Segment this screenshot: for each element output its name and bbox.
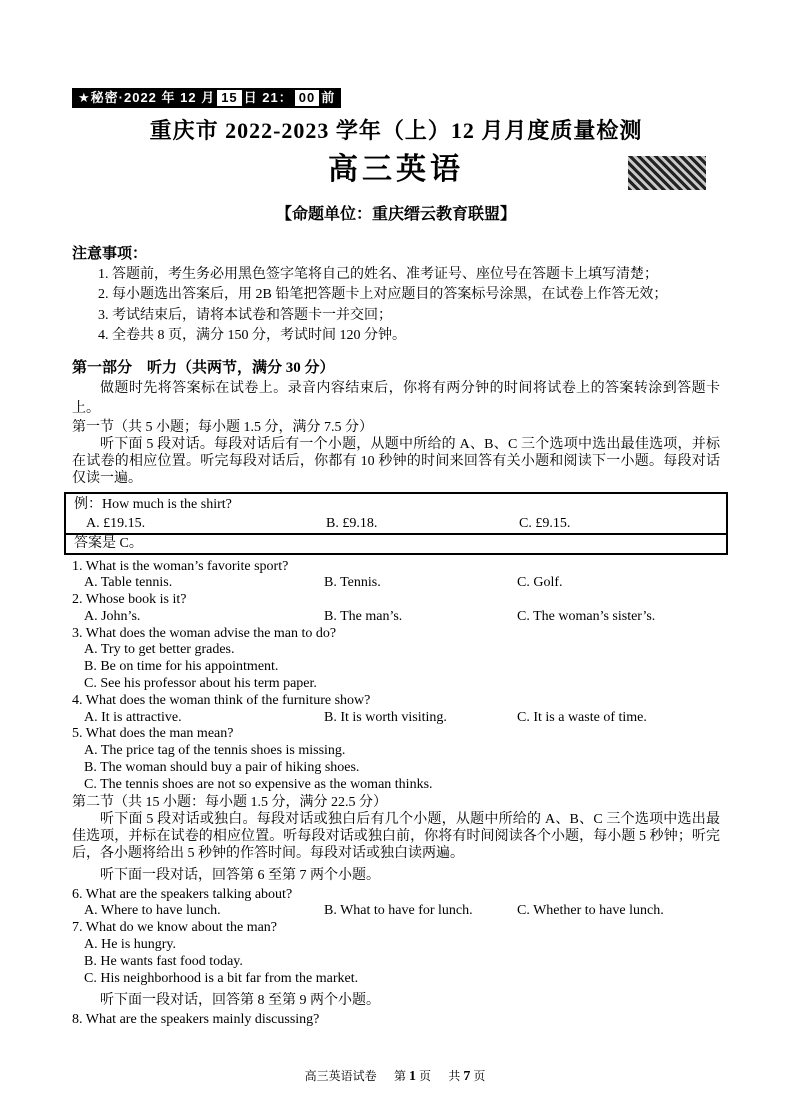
banner-mid: 日 21：: [243, 90, 293, 105]
question-5-option-b: B. The woman should buy a pair of hiking shoes.: [84, 760, 360, 776]
question-3-option-b: B. Be on time for his appointment.: [84, 659, 279, 675]
question-5-text: 5. What does the man mean?: [72, 726, 234, 742]
example-option-a: A. £19.15.: [86, 515, 146, 531]
note-item-1: 1. 答题前，考生务必用黑色签字笔将自己的姓名、准考证号、座位号在答题卡上填写清楚；: [98, 266, 658, 282]
section2-instructions: 听下面 5 段对话或独白。每段对话或独白后有几个小题，从题中所给的 A、B、C 三个选项中选出最佳选项，并标在试卷的相应位置。听每段对话或独白前，你将有时间阅读各个小题，每小题 5 秒钟；听完后，各小题将给出 5 秒钟的作答时间。每段对话或独白读两遍。: [72, 811, 720, 861]
question-2-option-a: A. John’s.: [84, 608, 141, 624]
banner-suffix: 前: [321, 90, 336, 105]
footer-page-post: 页: [418, 1069, 431, 1083]
question-1-text: 1. What is the woman’s favorite sport?: [72, 558, 289, 574]
question-6-option-a: A. Where to have lunch.: [84, 903, 221, 919]
question-2-options: [72, 609, 720, 626]
question-5-option-a: A. The price tag of the tennis shoes is missing.: [84, 743, 346, 759]
question-6-option-c: C. Whether to have lunch.: [517, 903, 664, 919]
exam-subject: 高三英语: [328, 153, 464, 186]
footer-page-indicator: [394, 1069, 431, 1083]
question-1-option-c: C. Golf.: [517, 575, 563, 591]
example-question: 例：How much is the shirt?: [74, 496, 232, 512]
question-2: [72, 592, 720, 626]
question-3-option-c: C. See his professor about his term paper.: [84, 676, 317, 692]
question-4-option-b: B. It is worth visiting.: [324, 709, 447, 725]
question-1-option-a: A. Table tennis.: [84, 575, 173, 591]
question-3: [72, 626, 720, 693]
note-item-3: 3. 考试结束后，请将本试卷和答题卡一并交回；: [98, 307, 392, 323]
question-1: [72, 559, 720, 593]
part1-intro: 做题时先将答案标在试卷上。录音内容结束后，你将有两分钟的时间将试卷上的答案转涂到答题卡上。: [72, 380, 720, 416]
exam-issuer: 【命题单位：重庆缙云教育联盟】: [275, 206, 516, 223]
question-5-option-c: C. The tennis shoes are not so expensive as the woman thinks.: [84, 776, 433, 792]
part1-heading: 第一部分 听力（共两节，满分 30 分）: [72, 359, 335, 376]
footer-total-indicator: [448, 1069, 485, 1083]
example-options-row: [74, 514, 718, 533]
question-4-option-a: A. It is attractive.: [84, 709, 182, 725]
question-1-options: [72, 575, 720, 592]
question-7-text: 7. What do we know about the man?: [72, 920, 278, 936]
question-5: [72, 726, 720, 793]
question-4-option-c: C. It is a waste of time.: [517, 709, 647, 725]
question-7: [72, 920, 720, 987]
subject-row: [72, 148, 720, 192]
banner-day-box: 15: [217, 90, 241, 106]
note-item-4: 4. 全卷共 8 页，满分 150 分，考试时间 120 分钟。: [98, 328, 406, 343]
banner-prefix: ★秘密·2022 年 12 月: [78, 90, 216, 105]
example-answer: 答案是 C。: [66, 533, 726, 553]
question-8-text: 8. What are the speakers mainly discussing?: [72, 1012, 320, 1028]
exam-title: 重庆市 2022-2023 学年（上）12 月月度质量检测: [149, 118, 643, 143]
footer-doc-label: 高三英语试卷: [304, 1069, 377, 1083]
section1-instructions: 听下面 5 段对话。每段对话后有一个小题，从题中所给的 A、B、C 三个选项中选出最佳选项，并标在试卷的相应位置。听完每段对话后，你都有 10 秒钟的时间来回答有关小题和阅读下一小题。每段对话仅读一遍。: [72, 436, 720, 486]
question-6-text: 6. What are the speakers talking about?: [72, 886, 293, 902]
secrecy-banner: [72, 88, 341, 108]
page-footer: [0, 1068, 790, 1085]
example-option-c: C. £9.15.: [519, 515, 571, 531]
question-3-text: 3. What does the woman advise the man to do?: [72, 625, 337, 641]
question-4-text: 4. What does the woman think of the furniture show?: [72, 692, 371, 708]
example-box: [64, 492, 728, 555]
question-7-option-a: A. He is hungry.: [84, 937, 177, 953]
footer-total-number: 7: [463, 1069, 471, 1084]
question-8: [72, 1012, 720, 1029]
question-6: [72, 887, 720, 921]
banner-minute-box: 00: [295, 90, 319, 106]
footer-page-pre: 第: [393, 1069, 406, 1083]
dialogue-prompt-6-7: 听下面一段对话，回答第 6 至第 7 两个小题。: [100, 867, 380, 883]
section2-heading: 第二节（共 15 小题：每小题 1.5 分，满分 22.5 分）: [72, 794, 387, 810]
notes-section: [72, 244, 720, 347]
notes-heading: 注意事项：: [72, 246, 148, 262]
dialogue-prompt-8-9: 听下面一段对话，回答第 8 至第 9 两个小题。: [100, 993, 380, 1009]
footer-total-pre: 共: [448, 1069, 461, 1083]
question-4-options: [72, 710, 720, 727]
example-option-b: B. £9.18.: [326, 515, 378, 531]
footer-total-post: 页: [473, 1069, 486, 1083]
question-7-option-b: B. He wants fast food today.: [84, 953, 243, 969]
question-2-option-c: C. The woman’s sister’s.: [517, 608, 656, 624]
hatched-stamp: [628, 156, 706, 190]
question-6-options: [72, 903, 720, 920]
question-7-option-c: C. His neighborhood is a bit far from the market.: [84, 970, 359, 986]
question-4: [72, 693, 720, 727]
footer-page-number: 1: [408, 1069, 416, 1084]
note-item-2: 2. 每小题选出答案后，用 2B 铅笔把答题卡上对应题目的答案标号涂黑，在试卷上作答无效；: [98, 287, 668, 302]
question-1-option-b: B. Tennis.: [324, 575, 381, 591]
question-6-option-b: B. What to have for lunch.: [324, 903, 473, 919]
question-3-option-a: A. Try to get better grades.: [84, 642, 235, 658]
question-2-text: 2. Whose book is it?: [72, 592, 187, 608]
page-content: [72, 88, 720, 1029]
question-2-option-b: B. The man’s.: [324, 608, 403, 624]
section1-heading: 第一节（共 5 小题；每小题 1.5 分，满分 7.5 分）: [72, 419, 373, 435]
